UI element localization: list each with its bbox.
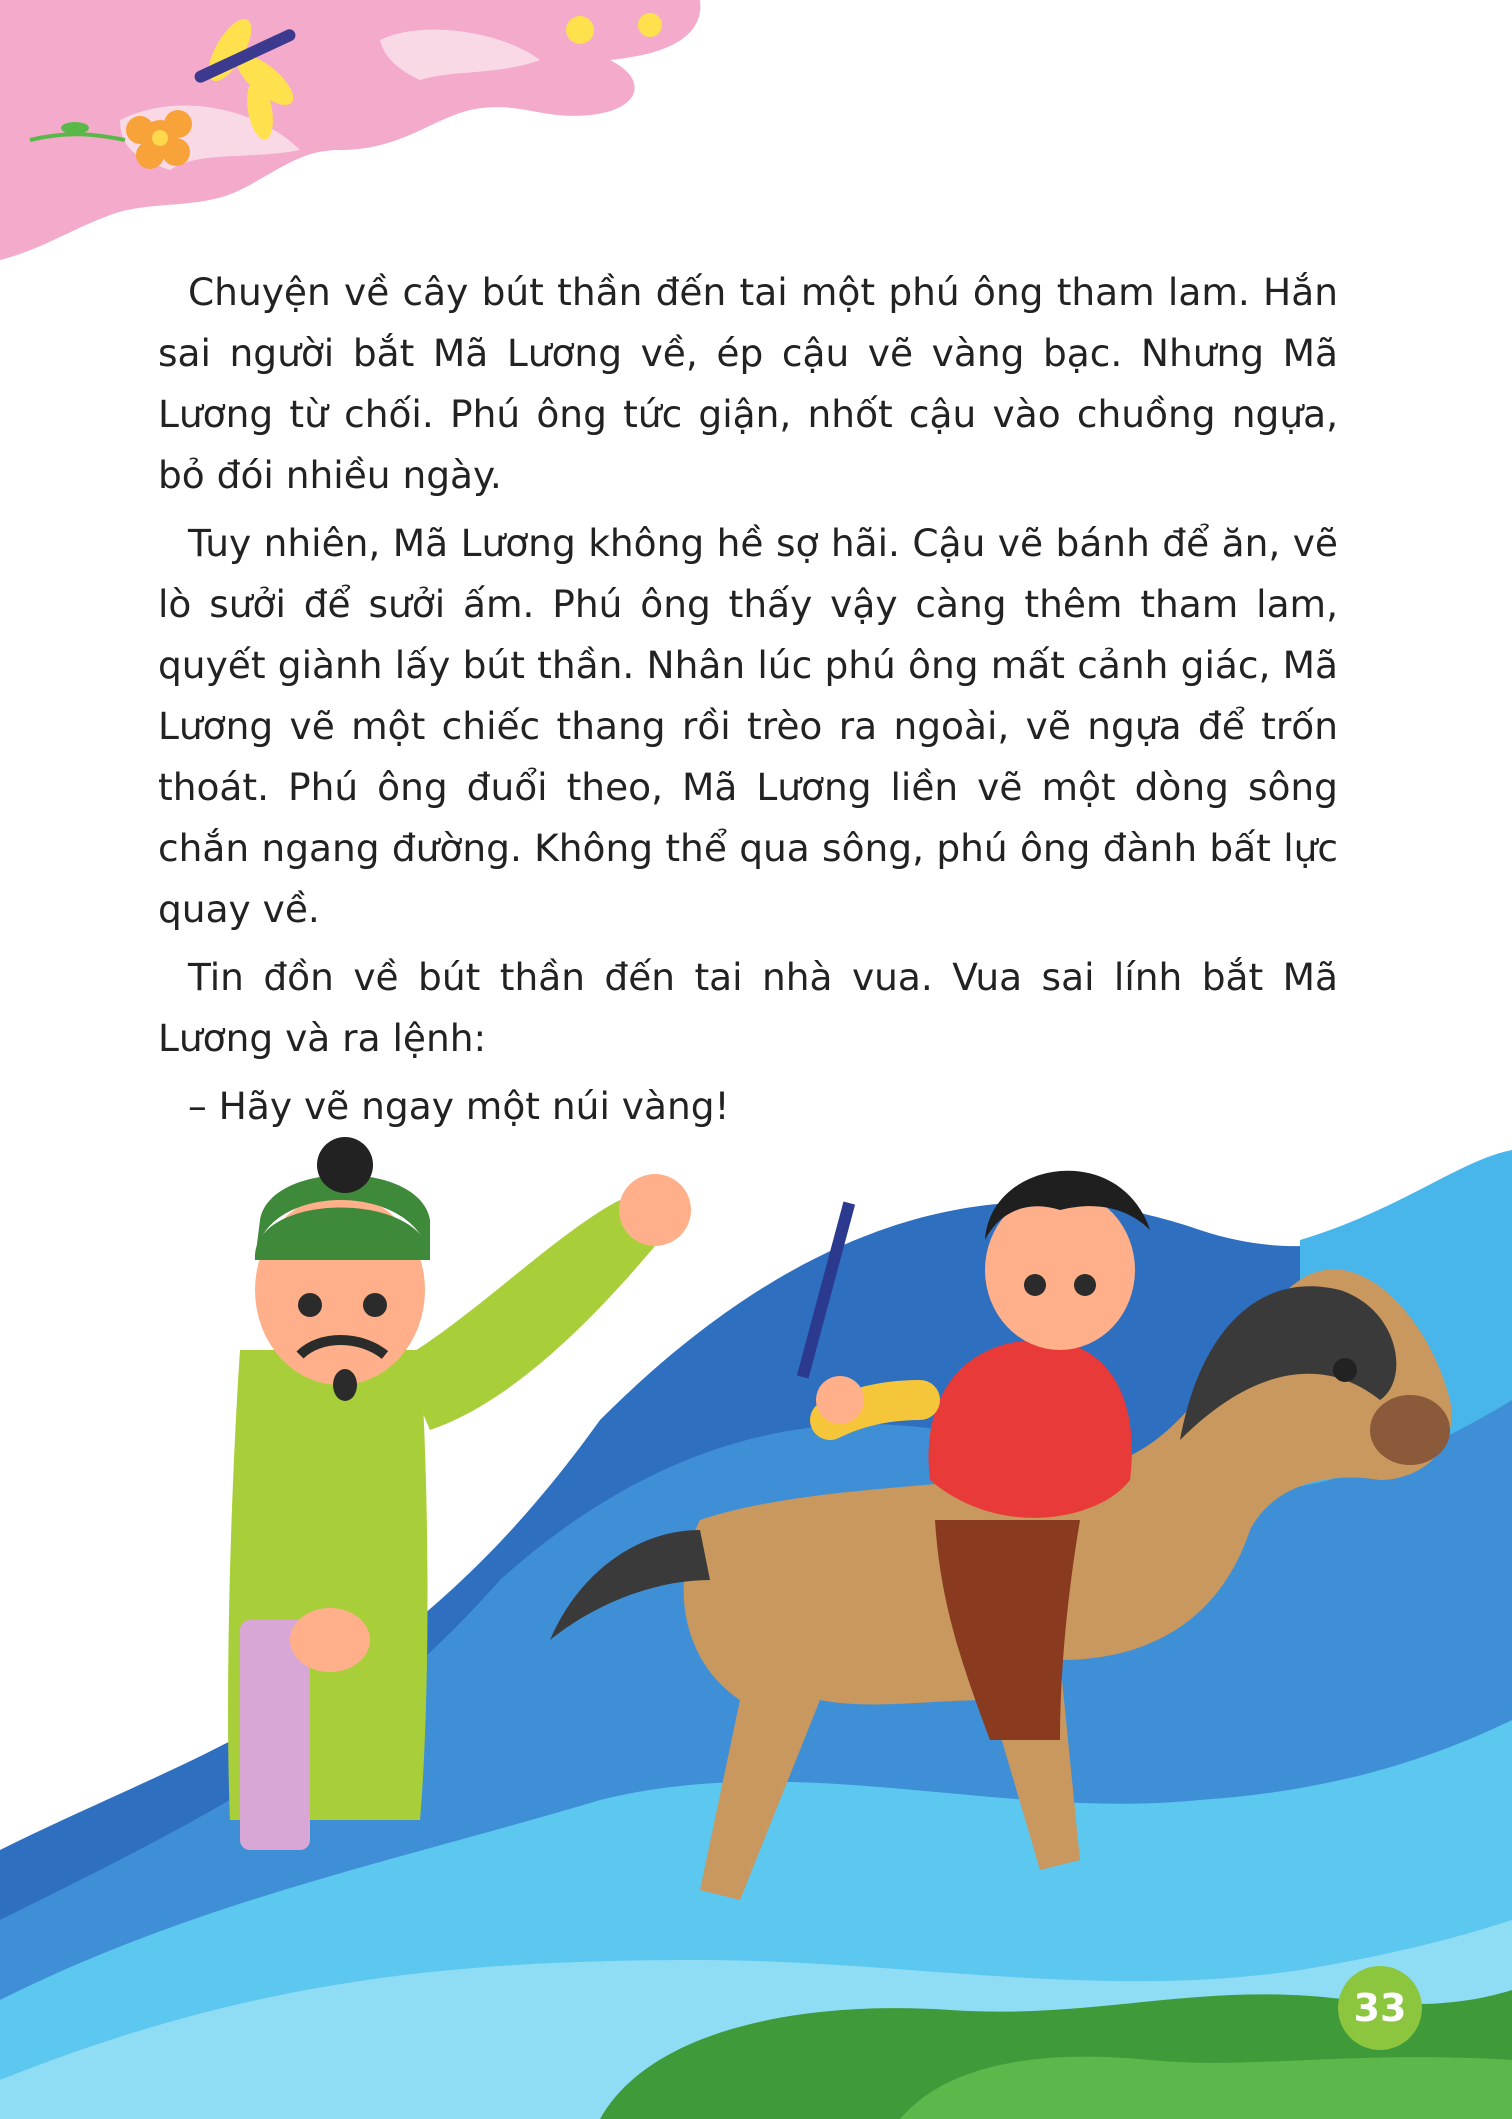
small-flower-icon [566,16,594,44]
story-paragraph-3: Tin đồn về bút thần đến tai nhà vua. Vua sai lính bắt Mã Lương và ra lệnh: [158,955,1338,1060]
story-paragraph-4: – Hãy vẽ ngay một núi vàng! [188,1084,730,1128]
page-number-badge: 33 [1338,1966,1422,2050]
top-cloud-decoration [0,0,720,270]
story-paragraph-2: Tuy nhiên, Mã Lương không hề sợ hãi. Cậu vẽ bánh để ăn, vẽ lò sưởi để sưởi ấm. Phú ông thấy vậy càng thêm tham lam, quyết giành lấy bút thần. Nhân lúc phú ông mất cảnh giác, Mã Lương vẽ một chiếc thang rồi trèo ra ngoài, vẽ ngựa để trốn thoát. Phú ông đuổi theo, Mã Lương liền vẽ một dòng sông chắn ngang đường. Không thể qua sông, phú ông đành bất lực quay về. [158,521,1338,931]
story-paragraph-1: Chuyện về cây bút thần đến tai một phú ông tham lam. Hắn sai người bắt Mã Lương về, ép cậu vẽ vàng bạc. Nhưng Mã Lương từ chối. Phú ông tức giận, nhốt cậu vào chuồng ngựa, bỏ đói nhiều ngày. [158,270,1338,497]
raised-fist [619,1174,691,1246]
story-illustration [0,1100,1512,2119]
story-text [158,262,1338,1144]
